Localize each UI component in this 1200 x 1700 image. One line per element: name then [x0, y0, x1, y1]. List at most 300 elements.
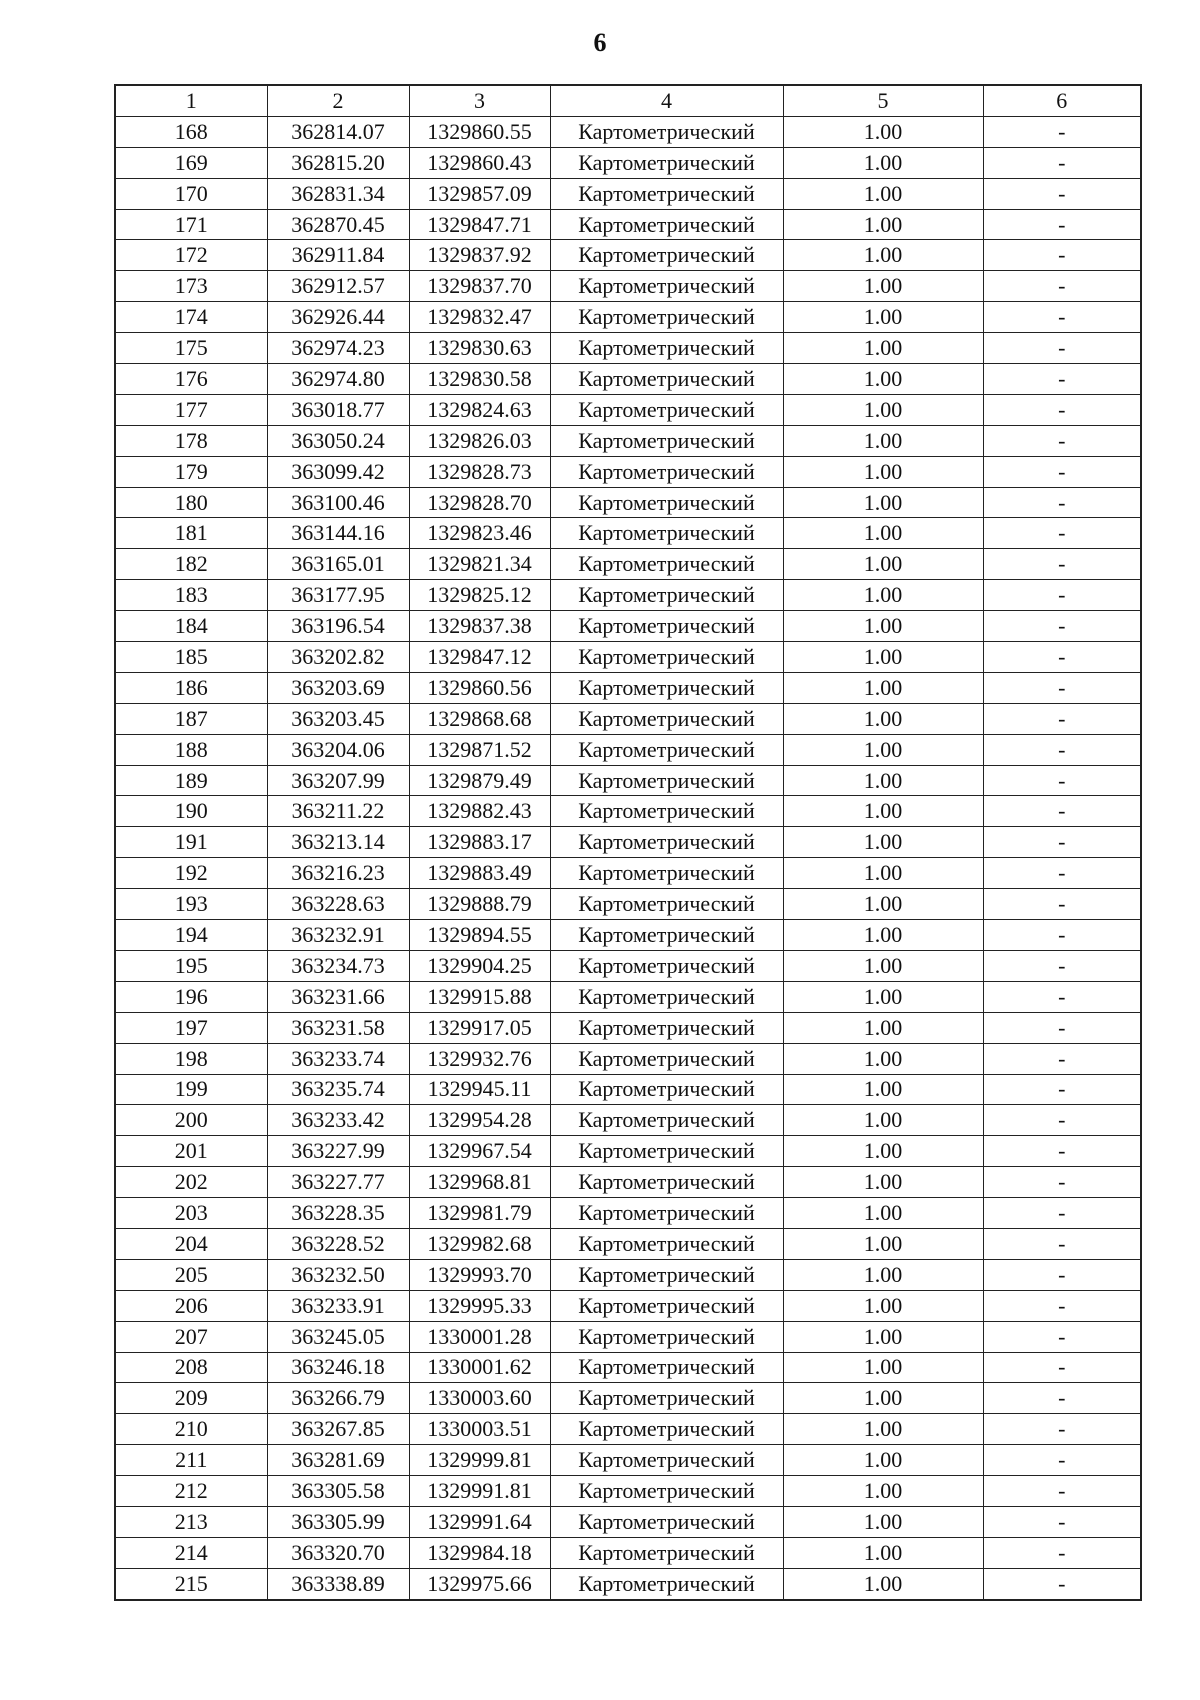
table-row	[115, 1198, 1141, 1229]
accuracy-cell: 1.00	[783, 1259, 983, 1290]
accuracy-cell: 1.00	[783, 209, 983, 240]
method-cell: Картометрический	[550, 116, 783, 147]
y-coordinate-cell: 1329879.49	[409, 765, 550, 796]
y-coordinate-cell: 1329847.12	[409, 642, 550, 673]
point-number-cell: 182	[115, 549, 267, 580]
point-number-cell: 175	[115, 333, 267, 364]
point-number-cell: 212	[115, 1476, 267, 1507]
accuracy-cell: 1.00	[783, 1414, 983, 1445]
method-cell: Картометрический	[550, 1105, 783, 1136]
method-cell: Картометрический	[550, 1321, 783, 1352]
column-header-4: 4	[550, 85, 783, 116]
column-header-1: 1	[115, 85, 267, 116]
accuracy-cell: 1.00	[783, 549, 983, 580]
accuracy-cell: 1.00	[783, 1290, 983, 1321]
accuracy-cell: 1.00	[783, 981, 983, 1012]
table-row	[115, 394, 1141, 425]
note-cell: -	[983, 672, 1141, 703]
x-coordinate-cell: 362815.20	[267, 147, 409, 178]
accuracy-cell: 1.00	[783, 796, 983, 827]
accuracy-cell: 1.00	[783, 1167, 983, 1198]
y-coordinate-cell: 1329871.52	[409, 734, 550, 765]
y-coordinate-cell: 1329837.92	[409, 240, 550, 271]
x-coordinate-cell: 363235.74	[267, 1074, 409, 1105]
method-cell: Картометрический	[550, 1445, 783, 1476]
table-row	[115, 642, 1141, 673]
note-cell: -	[983, 1012, 1141, 1043]
column-header-5: 5	[783, 85, 983, 116]
method-cell: Картометрический	[550, 178, 783, 209]
x-coordinate-cell: 363228.52	[267, 1228, 409, 1259]
note-cell: -	[983, 1228, 1141, 1259]
note-cell: -	[983, 456, 1141, 487]
x-coordinate-cell: 363211.22	[267, 796, 409, 827]
note-cell: -	[983, 734, 1141, 765]
table-body	[115, 116, 1141, 1599]
accuracy-cell: 1.00	[783, 950, 983, 981]
point-number-cell: 198	[115, 1043, 267, 1074]
method-cell: Картометрический	[550, 611, 783, 642]
y-coordinate-cell: 1330003.51	[409, 1414, 550, 1445]
point-number-cell: 169	[115, 147, 267, 178]
x-coordinate-cell: 363099.42	[267, 456, 409, 487]
table-row	[115, 858, 1141, 889]
note-cell: -	[983, 364, 1141, 395]
method-cell: Картометрический	[550, 765, 783, 796]
y-coordinate-cell: 1329991.64	[409, 1506, 550, 1537]
table-row	[115, 302, 1141, 333]
method-cell: Картометрический	[550, 1506, 783, 1537]
note-cell: -	[983, 981, 1141, 1012]
table-row	[115, 796, 1141, 827]
table-row	[115, 1136, 1141, 1167]
x-coordinate-cell: 363203.45	[267, 703, 409, 734]
note-cell: -	[983, 611, 1141, 642]
note-cell: -	[983, 1321, 1141, 1352]
table-row	[115, 765, 1141, 796]
accuracy-cell: 1.00	[783, 1476, 983, 1507]
table-row	[115, 1414, 1141, 1445]
x-coordinate-cell: 363233.91	[267, 1290, 409, 1321]
accuracy-cell: 1.00	[783, 703, 983, 734]
table-row	[115, 703, 1141, 734]
accuracy-cell: 1.00	[783, 611, 983, 642]
note-cell: -	[983, 703, 1141, 734]
x-coordinate-cell: 363228.63	[267, 889, 409, 920]
x-coordinate-cell: 363202.82	[267, 642, 409, 673]
point-number-cell: 180	[115, 487, 267, 518]
x-coordinate-cell: 363227.77	[267, 1167, 409, 1198]
table-row	[115, 456, 1141, 487]
accuracy-cell: 1.00	[783, 1568, 983, 1599]
note-cell: -	[983, 1414, 1141, 1445]
accuracy-cell: 1.00	[783, 1136, 983, 1167]
note-cell: -	[983, 549, 1141, 580]
accuracy-cell: 1.00	[783, 765, 983, 796]
point-number-cell: 185	[115, 642, 267, 673]
method-cell: Картометрический	[550, 734, 783, 765]
point-number-cell: 196	[115, 981, 267, 1012]
table-row	[115, 672, 1141, 703]
table-row	[115, 1383, 1141, 1414]
x-coordinate-cell: 362974.80	[267, 364, 409, 395]
table-row	[115, 178, 1141, 209]
x-coordinate-cell: 363267.85	[267, 1414, 409, 1445]
table-row	[115, 1568, 1141, 1599]
note-cell: -	[983, 333, 1141, 364]
method-cell: Картометрический	[550, 364, 783, 395]
table-row	[115, 1506, 1141, 1537]
note-cell: -	[983, 1198, 1141, 1229]
table-row	[115, 1352, 1141, 1383]
table-row	[115, 240, 1141, 271]
table-row	[115, 734, 1141, 765]
point-number-cell: 173	[115, 271, 267, 302]
method-cell: Картометрический	[550, 1043, 783, 1074]
note-cell: -	[983, 1352, 1141, 1383]
y-coordinate-cell: 1330001.28	[409, 1321, 550, 1352]
method-cell: Картометрический	[550, 240, 783, 271]
table-row	[115, 1537, 1141, 1568]
y-coordinate-cell: 1330001.62	[409, 1352, 550, 1383]
note-cell: -	[983, 920, 1141, 951]
table-row	[115, 1228, 1141, 1259]
accuracy-cell: 1.00	[783, 302, 983, 333]
table-row	[115, 147, 1141, 178]
y-coordinate-cell: 1329837.38	[409, 611, 550, 642]
y-coordinate-cell: 1329821.34	[409, 549, 550, 580]
x-coordinate-cell: 362926.44	[267, 302, 409, 333]
method-cell: Картометрический	[550, 549, 783, 580]
y-coordinate-cell: 1329894.55	[409, 920, 550, 951]
x-coordinate-cell: 363232.91	[267, 920, 409, 951]
method-cell: Картометрический	[550, 950, 783, 981]
note-cell: -	[983, 765, 1141, 796]
point-number-cell: 194	[115, 920, 267, 951]
point-number-cell: 174	[115, 302, 267, 333]
method-cell: Картометрический	[550, 1012, 783, 1043]
x-coordinate-cell: 362974.23	[267, 333, 409, 364]
table-row	[115, 1476, 1141, 1507]
note-cell: -	[983, 858, 1141, 889]
point-number-cell: 210	[115, 1414, 267, 1445]
y-coordinate-cell: 1329860.56	[409, 672, 550, 703]
x-coordinate-cell: 363216.23	[267, 858, 409, 889]
accuracy-cell: 1.00	[783, 1445, 983, 1476]
point-number-cell: 170	[115, 178, 267, 209]
method-cell: Картометрический	[550, 425, 783, 456]
x-coordinate-cell: 363165.01	[267, 549, 409, 580]
x-coordinate-cell: 362870.45	[267, 209, 409, 240]
method-cell: Картометрический	[550, 1476, 783, 1507]
accuracy-cell: 1.00	[783, 1198, 983, 1229]
y-coordinate-cell: 1329999.81	[409, 1445, 550, 1476]
accuracy-cell: 1.00	[783, 425, 983, 456]
y-coordinate-cell: 1329832.47	[409, 302, 550, 333]
accuracy-cell: 1.00	[783, 920, 983, 951]
point-number-cell: 209	[115, 1383, 267, 1414]
accuracy-cell: 1.00	[783, 271, 983, 302]
column-header-2: 2	[267, 85, 409, 116]
note-cell: -	[983, 1445, 1141, 1476]
point-number-cell: 176	[115, 364, 267, 395]
point-number-cell: 211	[115, 1445, 267, 1476]
y-coordinate-cell: 1330003.60	[409, 1383, 550, 1414]
point-number-cell: 213	[115, 1506, 267, 1537]
table-row	[115, 580, 1141, 611]
column-header-6: 6	[983, 85, 1141, 116]
note-cell: -	[983, 518, 1141, 549]
accuracy-cell: 1.00	[783, 827, 983, 858]
page-number: 6	[593, 28, 607, 57]
accuracy-cell: 1.00	[783, 456, 983, 487]
method-cell: Картометрический	[550, 672, 783, 703]
method-cell: Картометрический	[550, 858, 783, 889]
method-cell: Картометрический	[550, 889, 783, 920]
note-cell: -	[983, 240, 1141, 271]
table-row	[115, 1290, 1141, 1321]
accuracy-cell: 1.00	[783, 364, 983, 395]
table-row	[115, 364, 1141, 395]
method-cell: Картометрический	[550, 394, 783, 425]
note-cell: -	[983, 178, 1141, 209]
point-number-cell: 192	[115, 858, 267, 889]
note-cell: -	[983, 487, 1141, 518]
note-cell: -	[983, 580, 1141, 611]
table-row	[115, 1321, 1141, 1352]
x-coordinate-cell: 363234.73	[267, 950, 409, 981]
note-cell: -	[983, 642, 1141, 673]
x-coordinate-cell: 363018.77	[267, 394, 409, 425]
note-cell: -	[983, 1105, 1141, 1136]
y-coordinate-cell: 1329883.49	[409, 858, 550, 889]
x-coordinate-cell: 363338.89	[267, 1568, 409, 1599]
note-cell: -	[983, 394, 1141, 425]
table-row	[115, 1445, 1141, 1476]
x-coordinate-cell: 363228.35	[267, 1198, 409, 1229]
table-row	[115, 1012, 1141, 1043]
header-row	[115, 85, 1141, 116]
x-coordinate-cell: 363207.99	[267, 765, 409, 796]
method-cell: Картометрический	[550, 1352, 783, 1383]
note-cell: -	[983, 1074, 1141, 1105]
point-number-cell: 195	[115, 950, 267, 981]
method-cell: Картометрический	[550, 1537, 783, 1568]
x-coordinate-cell: 363231.58	[267, 1012, 409, 1043]
point-number-cell: 203	[115, 1198, 267, 1229]
x-coordinate-cell: 363281.69	[267, 1445, 409, 1476]
y-coordinate-cell: 1329857.09	[409, 178, 550, 209]
point-number-cell: 191	[115, 827, 267, 858]
table-row	[115, 1167, 1141, 1198]
x-coordinate-cell: 363305.58	[267, 1476, 409, 1507]
y-coordinate-cell: 1329860.55	[409, 116, 550, 147]
accuracy-cell: 1.00	[783, 1074, 983, 1105]
x-coordinate-cell: 363100.46	[267, 487, 409, 518]
x-coordinate-cell: 363231.66	[267, 981, 409, 1012]
x-coordinate-cell: 363213.14	[267, 827, 409, 858]
method-cell: Картометрический	[550, 271, 783, 302]
table-row	[115, 518, 1141, 549]
method-cell: Картометрический	[550, 1228, 783, 1259]
table-row	[115, 920, 1141, 951]
method-cell: Картометрический	[550, 1568, 783, 1599]
point-number-cell: 201	[115, 1136, 267, 1167]
x-coordinate-cell: 362814.07	[267, 116, 409, 147]
note-cell: -	[983, 827, 1141, 858]
accuracy-cell: 1.00	[783, 580, 983, 611]
point-number-cell: 181	[115, 518, 267, 549]
point-number-cell: 179	[115, 456, 267, 487]
y-coordinate-cell: 1329828.70	[409, 487, 550, 518]
method-cell: Картометрический	[550, 1259, 783, 1290]
column-header-3: 3	[409, 85, 550, 116]
note-cell: -	[983, 1290, 1141, 1321]
accuracy-cell: 1.00	[783, 394, 983, 425]
method-cell: Картометрический	[550, 456, 783, 487]
accuracy-cell: 1.00	[783, 518, 983, 549]
x-coordinate-cell: 362831.34	[267, 178, 409, 209]
point-number-cell: 214	[115, 1537, 267, 1568]
accuracy-cell: 1.00	[783, 1537, 983, 1568]
note-cell: -	[983, 1383, 1141, 1414]
x-coordinate-cell: 363177.95	[267, 580, 409, 611]
table-row	[115, 1043, 1141, 1074]
method-cell: Картометрический	[550, 703, 783, 734]
y-coordinate-cell: 1329847.71	[409, 209, 550, 240]
table-row	[115, 487, 1141, 518]
method-cell: Картометрический	[550, 209, 783, 240]
method-cell: Картометрический	[550, 147, 783, 178]
coordinates-table	[114, 84, 1142, 1601]
point-number-cell: 197	[115, 1012, 267, 1043]
note-cell: -	[983, 116, 1141, 147]
y-coordinate-cell: 1329995.33	[409, 1290, 550, 1321]
y-coordinate-cell: 1329991.81	[409, 1476, 550, 1507]
y-coordinate-cell: 1329982.68	[409, 1228, 550, 1259]
x-coordinate-cell: 363196.54	[267, 611, 409, 642]
point-number-cell: 200	[115, 1105, 267, 1136]
point-number-cell: 207	[115, 1321, 267, 1352]
point-number-cell: 184	[115, 611, 267, 642]
accuracy-cell: 1.00	[783, 1352, 983, 1383]
accuracy-cell: 1.00	[783, 734, 983, 765]
table-row	[115, 1105, 1141, 1136]
point-number-cell: 188	[115, 734, 267, 765]
y-coordinate-cell: 1329823.46	[409, 518, 550, 549]
x-coordinate-cell: 363227.99	[267, 1136, 409, 1167]
accuracy-cell: 1.00	[783, 889, 983, 920]
note-cell: -	[983, 1476, 1141, 1507]
method-cell: Картометрический	[550, 487, 783, 518]
y-coordinate-cell: 1329917.05	[409, 1012, 550, 1043]
table-row	[115, 981, 1141, 1012]
note-cell: -	[983, 1259, 1141, 1290]
table-row	[115, 425, 1141, 456]
method-cell: Картометрический	[550, 1414, 783, 1445]
x-coordinate-cell: 363050.24	[267, 425, 409, 456]
method-cell: Картометрический	[550, 1167, 783, 1198]
method-cell: Картометрический	[550, 642, 783, 673]
x-coordinate-cell: 363204.06	[267, 734, 409, 765]
method-cell: Картометрический	[550, 1198, 783, 1229]
x-coordinate-cell: 363144.16	[267, 518, 409, 549]
note-cell: -	[983, 1537, 1141, 1568]
method-cell: Картометрический	[550, 981, 783, 1012]
note-cell: -	[983, 425, 1141, 456]
table-row	[115, 209, 1141, 240]
y-coordinate-cell: 1329868.68	[409, 703, 550, 734]
point-number-cell: 202	[115, 1167, 267, 1198]
y-coordinate-cell: 1329837.70	[409, 271, 550, 302]
accuracy-cell: 1.00	[783, 178, 983, 209]
method-cell: Картометрический	[550, 302, 783, 333]
accuracy-cell: 1.00	[783, 1228, 983, 1259]
y-coordinate-cell: 1329860.43	[409, 147, 550, 178]
x-coordinate-cell: 363232.50	[267, 1259, 409, 1290]
point-number-cell: 199	[115, 1074, 267, 1105]
method-cell: Картометрический	[550, 827, 783, 858]
y-coordinate-cell: 1329981.79	[409, 1198, 550, 1229]
y-coordinate-cell: 1329830.63	[409, 333, 550, 364]
accuracy-cell: 1.00	[783, 642, 983, 673]
y-coordinate-cell: 1329967.54	[409, 1136, 550, 1167]
table-row	[115, 116, 1141, 147]
x-coordinate-cell: 363245.05	[267, 1321, 409, 1352]
x-coordinate-cell: 362911.84	[267, 240, 409, 271]
y-coordinate-cell: 1329824.63	[409, 394, 550, 425]
x-coordinate-cell: 363233.74	[267, 1043, 409, 1074]
y-coordinate-cell: 1329932.76	[409, 1043, 550, 1074]
method-cell: Картометрический	[550, 333, 783, 364]
table-row	[115, 271, 1141, 302]
method-cell: Картометрический	[550, 518, 783, 549]
table-row	[115, 889, 1141, 920]
note-cell: -	[983, 889, 1141, 920]
point-number-cell: 186	[115, 672, 267, 703]
method-cell: Картометрический	[550, 1383, 783, 1414]
accuracy-cell: 1.00	[783, 1506, 983, 1537]
x-coordinate-cell: 363266.79	[267, 1383, 409, 1414]
accuracy-cell: 1.00	[783, 116, 983, 147]
y-coordinate-cell: 1329968.81	[409, 1167, 550, 1198]
point-number-cell: 206	[115, 1290, 267, 1321]
accuracy-cell: 1.00	[783, 1043, 983, 1074]
table-row	[115, 950, 1141, 981]
y-coordinate-cell: 1329993.70	[409, 1259, 550, 1290]
y-coordinate-cell: 1329888.79	[409, 889, 550, 920]
table-row	[115, 1074, 1141, 1105]
note-cell: -	[983, 147, 1141, 178]
accuracy-cell: 1.00	[783, 333, 983, 364]
table-row	[115, 549, 1141, 580]
y-coordinate-cell: 1329975.66	[409, 1568, 550, 1599]
x-coordinate-cell: 363305.99	[267, 1506, 409, 1537]
x-coordinate-cell: 362912.57	[267, 271, 409, 302]
note-cell: -	[983, 1043, 1141, 1074]
table-row	[115, 333, 1141, 364]
point-number-cell: 172	[115, 240, 267, 271]
y-coordinate-cell: 1329954.28	[409, 1105, 550, 1136]
accuracy-cell: 1.00	[783, 672, 983, 703]
point-number-cell: 183	[115, 580, 267, 611]
note-cell: -	[983, 1136, 1141, 1167]
accuracy-cell: 1.00	[783, 240, 983, 271]
note-cell: -	[983, 796, 1141, 827]
y-coordinate-cell: 1329883.17	[409, 827, 550, 858]
y-coordinate-cell: 1329830.58	[409, 364, 550, 395]
point-number-cell: 205	[115, 1259, 267, 1290]
